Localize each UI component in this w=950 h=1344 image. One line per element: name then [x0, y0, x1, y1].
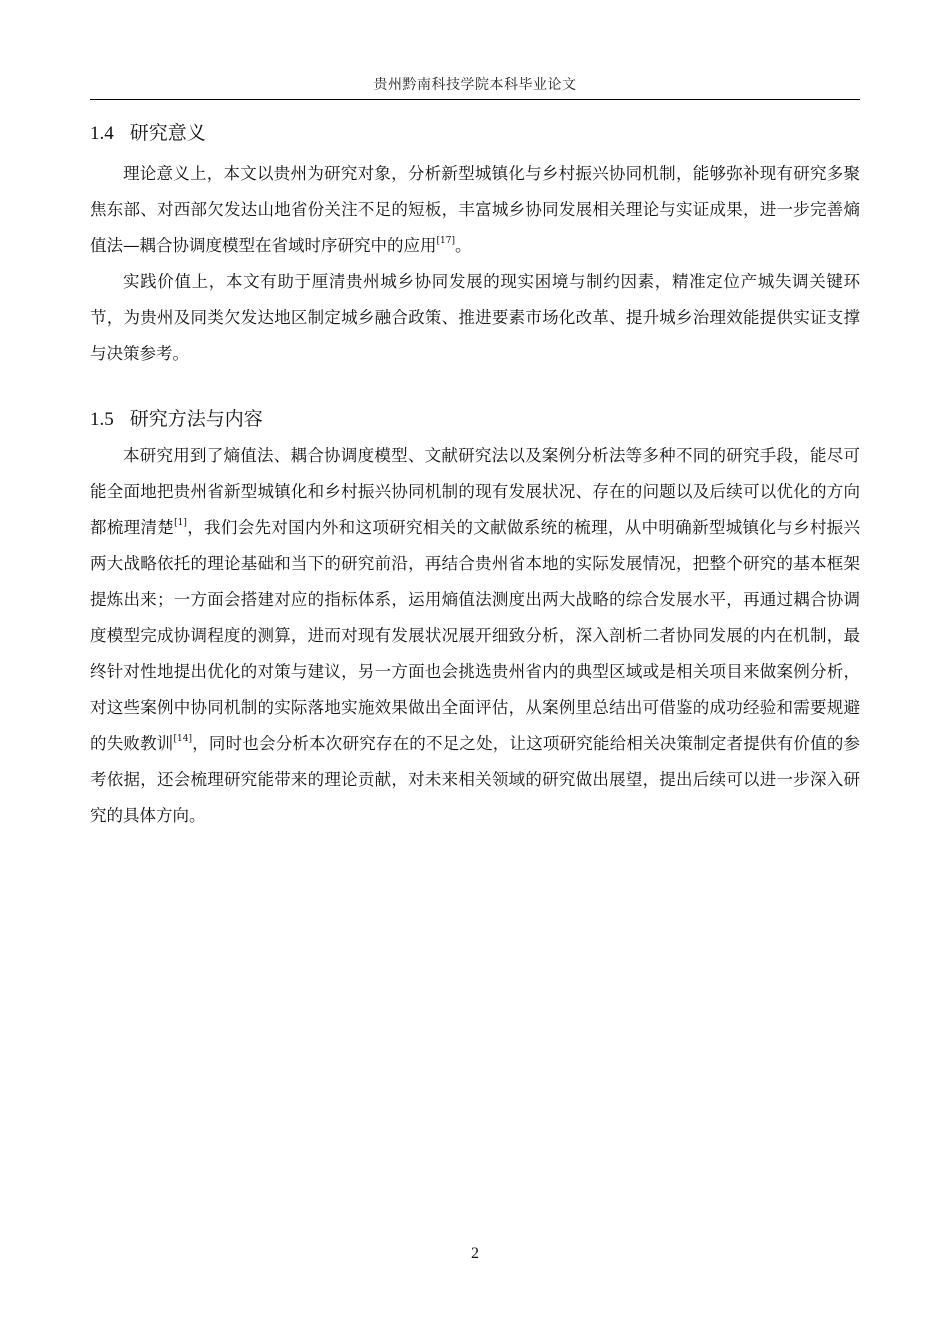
running-header: 贵州黔南科技学院本科毕业论文 [373, 77, 577, 93]
section-number: 1.4 [90, 123, 114, 144]
section-title: 研究方法与内容 [129, 408, 263, 430]
citation: [1] [174, 518, 187, 528]
paragraph-end: 。 [454, 236, 472, 255]
paragraph-practice [90, 264, 860, 372]
citation: [17] [436, 236, 455, 246]
page-number: 2 [471, 1245, 479, 1262]
paragraph-text: 理论意义上，本文以贵州为研究对象，分析新型城镇化与乡村振兴协同机制，能够弥补现有研究多聚焦东部、对西部欠发达山地省份关注不足的短板，丰富城乡协同发展相关理论与实证成果，进一步完善熵值法—耦合协调度模型在省域时序研究中的应用 [90, 164, 860, 255]
paragraph-text: 本研究用到了熵值法、耦合协调度模型、文献研究法以及案例分析法等多种不同的研究手段，能尽可能全面地把贵州省新型城镇化和乡村振兴协同机制的现有发展状况、存在的问题以及后续可以优化的方向都梳理清楚 [90, 446, 860, 537]
paragraph-methods [90, 438, 860, 834]
section-number: 1.5 [90, 409, 114, 430]
paragraph-text: 实践价值上，本文有助于厘清贵州城乡协同发展的现实困境与制约因素，精准定位产城失调关键环节，为贵州及同类欠发达地区制定城乡融合政策、推进要素市场化改革、提升城乡治理效能提供实证支撑与决策参考。 [90, 272, 860, 363]
paragraph-theory [90, 156, 860, 264]
paragraph-text: ，我们会先对国内外和这项研究相关的文献做系统的梳理，从中明确新型城镇化与乡村振兴两大战略依托的理论基础和当下的研究前沿，再结合贵州省本地的实际发展情况，把整个研究的基本框架提炼出来；一方面会搭建对应的指标体系，运用熵值法测度出两大战略的综合发展水平，再通过耦合协调度模型完成协调程度的测算，进而对现有发展状况展开细致分析，深入剖析二者协同发展的内在机制，最终针对性地提出优化的对策与建议，另一方面也会挑选贵州省内的典型区域或是相关项目来做案例分析，对这些案例中协同机制的实际落地实施效果做出全面评估，从案例里总结出可借鉴的成功经验和需要规避的失败教训 [90, 518, 861, 753]
header-rule [90, 99, 860, 100]
citation: [14] [173, 734, 192, 744]
section-title: 研究意义 [129, 122, 206, 144]
section-heading-1-5 [90, 404, 263, 431]
paragraph-text: ，同时也会分析本次研究存在的不足之处，让这项研究能给相关决策制定者提供有价值的参考依据，还会梳理研究能带来的理论贡献，对未来相关领域的研究做出展望，提出后续可以进一步深入研究的具体方向。 [90, 734, 861, 825]
section-heading-1-4 [90, 118, 206, 145]
